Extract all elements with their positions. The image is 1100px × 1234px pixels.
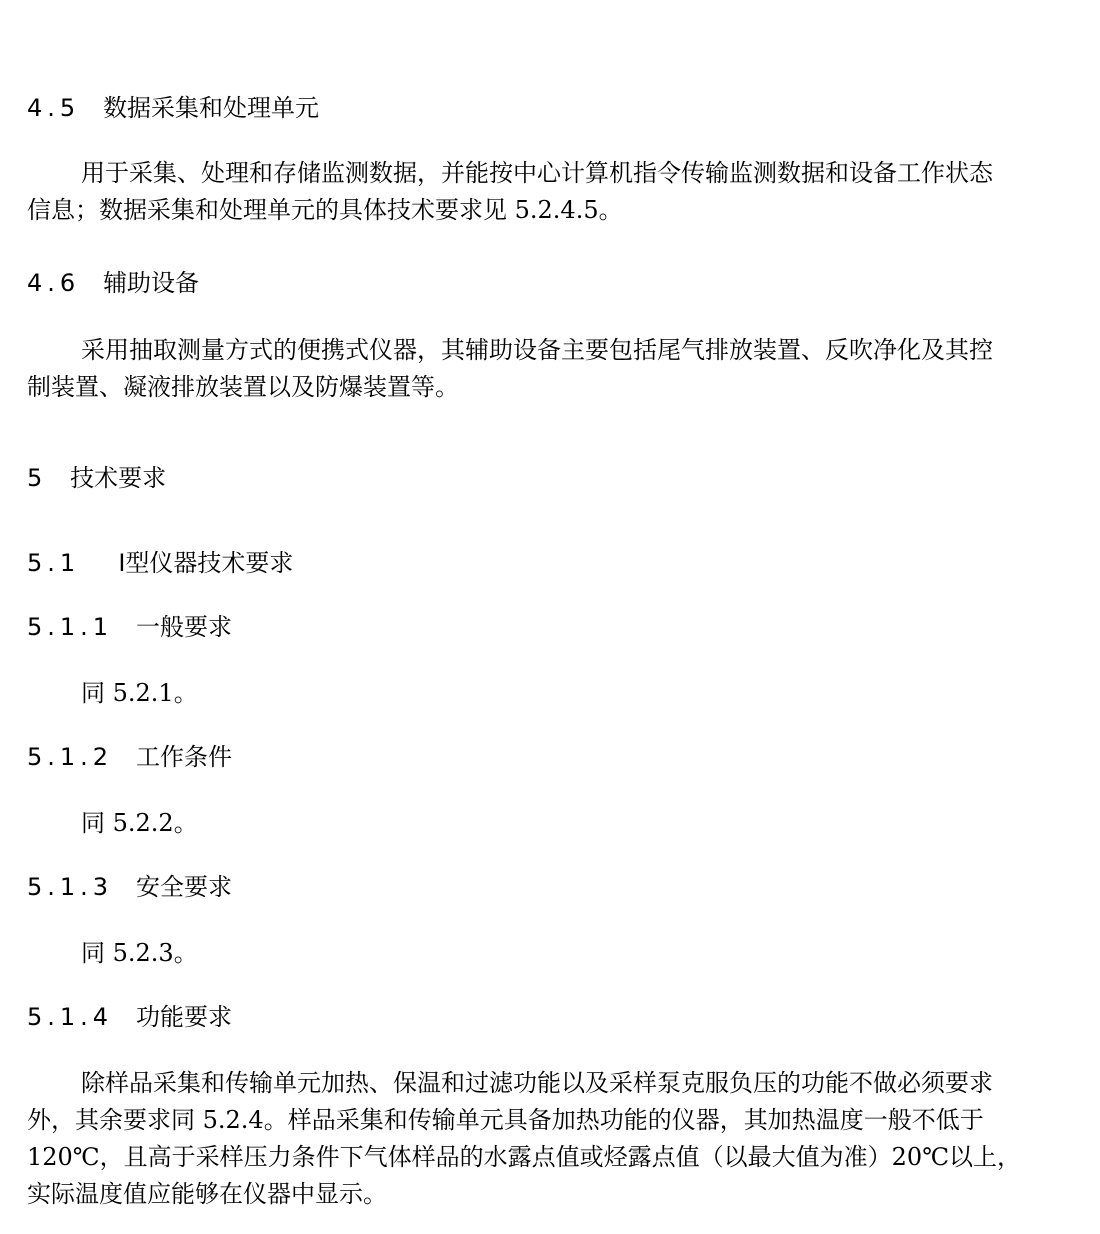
paragraph-5-1-4	[27, 1065, 1075, 1213]
section-number: 5.1	[27, 549, 81, 577]
heading-4-5	[27, 93, 319, 123]
section-title: 安全要求	[135, 873, 232, 901]
section-title: Ⅰ型仪器技术要求	[118, 549, 294, 577]
paragraph-line: 同 5.2.3。	[81, 939, 198, 967]
section-number: 4.5	[27, 94, 81, 122]
heading-4-6	[27, 268, 199, 298]
section-title: 一般要求	[135, 613, 232, 641]
heading-5-1-3	[27, 872, 232, 902]
section-number: 5.1.1	[27, 613, 114, 641]
paragraph-5-1-3	[27, 935, 1075, 972]
paragraph-line: 同 5.2.2。	[81, 809, 198, 837]
paragraph-line: 除样品采集和传输单元加热、保温和过滤功能以及采样泵克服负压的功能不做必须要求	[81, 1069, 993, 1097]
paragraph-5-1-1	[27, 675, 1075, 712]
section-title: 工作条件	[135, 743, 232, 771]
section-number: 5.1.2	[27, 743, 114, 771]
section-number: 5	[27, 464, 48, 492]
paragraph-line: 采用抽取测量方式的便携式仪器，其辅助设备主要包括尾气排放装置、反吹净化及其控	[81, 336, 993, 364]
heading-5-1-2	[27, 742, 232, 772]
paragraph-line: 信息；数据采集和处理单元的具体技术要求见 5.2.4.5。	[27, 196, 623, 224]
paragraph-line: 用于采集、处理和存储监测数据，并能按中心计算机指令传输监测数据和设备工作状态	[81, 159, 993, 187]
paragraph-line: 同 5.2.1。	[81, 679, 198, 707]
paragraph-line: 120℃，且高于采样压力条件下气体样品的水露点值或烃露点值（以最大值为准）20℃以上，	[27, 1143, 1022, 1171]
heading-5-1-4	[27, 1002, 232, 1032]
section-number: 5.1.3	[27, 873, 114, 901]
paragraph-4-6	[27, 332, 1075, 406]
paragraph-5-1-2	[27, 805, 1075, 842]
section-title: 数据采集和处理单元	[103, 94, 320, 122]
section-title: 辅助设备	[103, 269, 200, 297]
paragraph-line: 外，其余要求同 5.2.4。样品采集和传输单元具备加热功能的仪器，其加热温度一般不低于	[27, 1106, 984, 1134]
heading-5-1-1	[27, 612, 232, 642]
section-number: 4.6	[27, 269, 81, 297]
section-title: 功能要求	[135, 1003, 232, 1031]
section-number: 5.1.4	[27, 1003, 114, 1031]
section-title: 技术要求	[70, 464, 167, 492]
paragraph-line: 制装置、凝液排放装置以及防爆装置等。	[27, 373, 459, 401]
heading-5-1	[27, 548, 293, 578]
paragraph-4-5	[27, 155, 1075, 229]
heading-5	[27, 463, 166, 493]
paragraph-line: 实际温度值应能够在仪器中显示。	[27, 1180, 387, 1208]
